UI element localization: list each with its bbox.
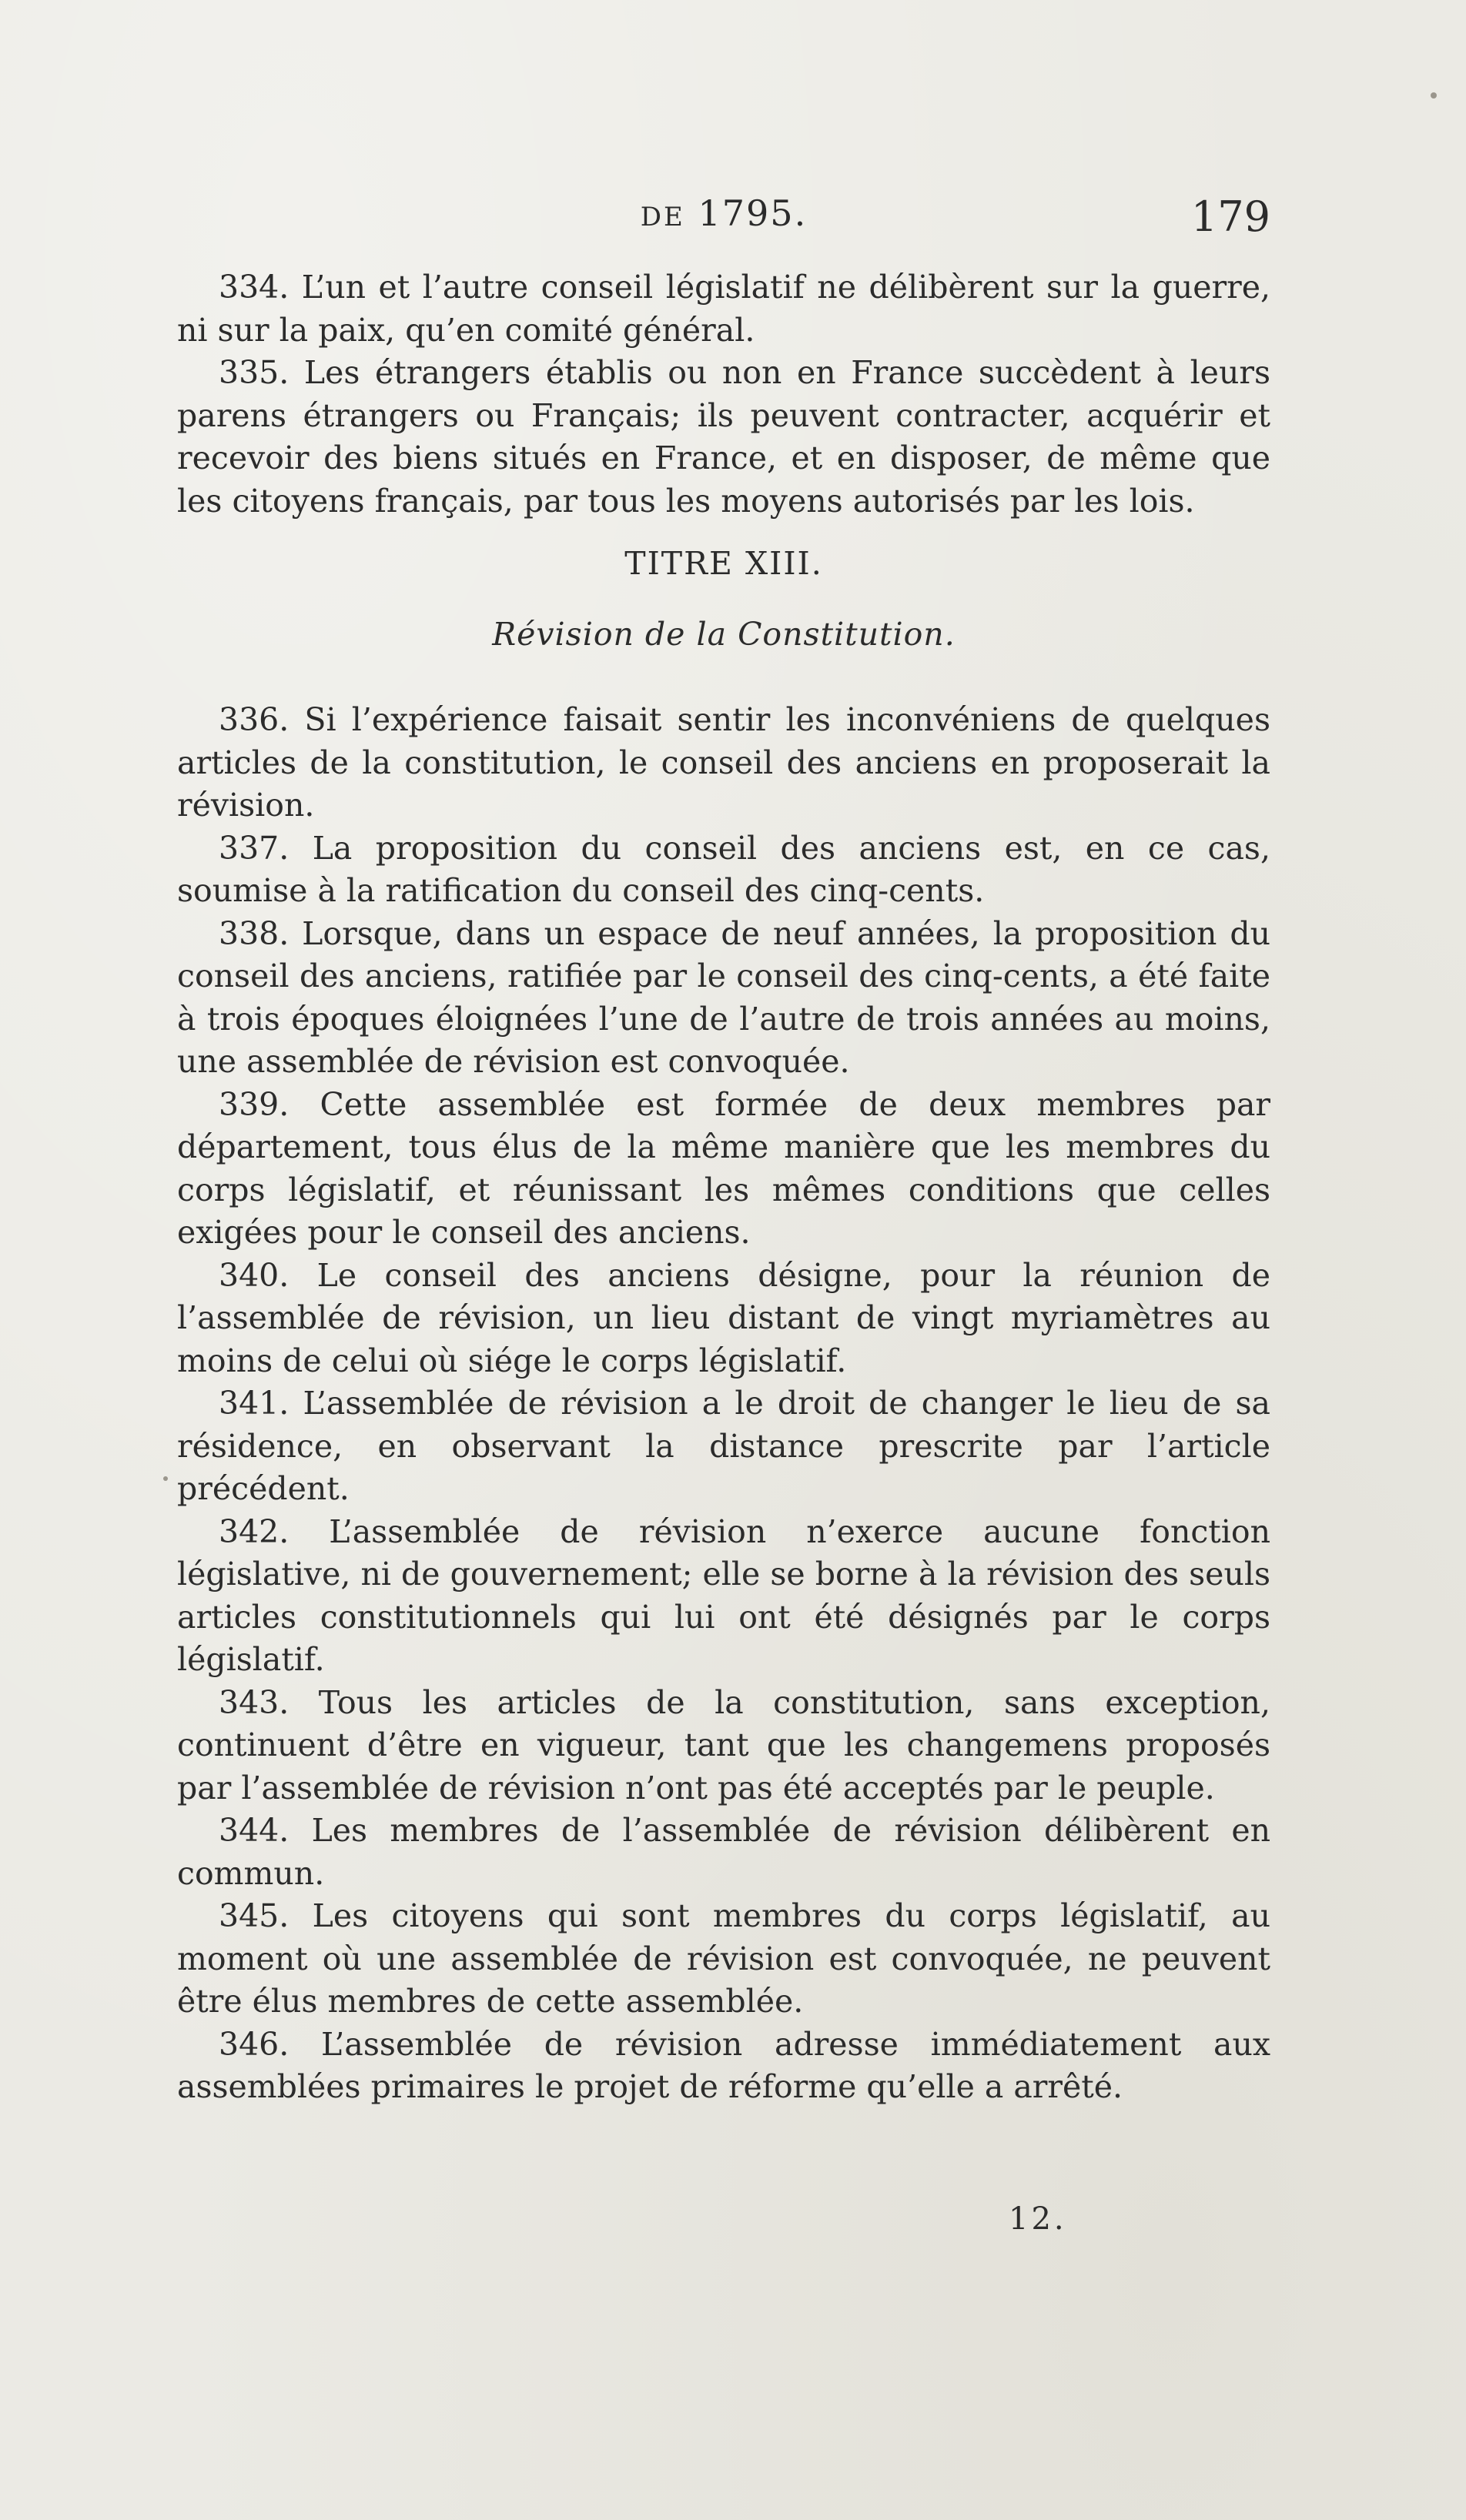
article-346: 346. L’assemblée de révision adresse immédiatement aux assemblées primaires le projet de réforme qu’elle a arrêté. (177, 2025, 1270, 2105)
article-344: 344. Les membres de l’assemblée de révision délibèrent en commun. (177, 1812, 1270, 1892)
article-338: 338. Lorsque, dans un espace de neuf années, la proposition du conseil des anciens, ratifiée par le conseil des cinq-cents, a été faite à trois époques éloignées l’une de l’autre de trois années au moins, une assemblée de révision est convoquée. (177, 914, 1270, 1080)
signature-mark: 12. (1009, 2201, 1067, 2237)
article-335: 335. Les étrangers établis ou non en France succèdent à leurs parens étrangers ou Français; ils peuvent contracter, acquérir et recevoir des biens situés en France, et en disposer, de même que les citoyens français, par tous les moyens autorisés par les lois. (177, 354, 1270, 520)
running-head (177, 192, 1270, 234)
text-block (177, 266, 1270, 2109)
article-336: 336. Si l’expérience faisait sentir les inconvéniens de quelques articles de la constitution, le conseil des anciens en proposerait la révision. (177, 701, 1270, 824)
paper-speck (163, 1476, 168, 1481)
article-345: 345. Les citoyens qui sont membres du corps législatif, au moment où une assemblée de révision est convoquée, ne peuvent être élus membres de cette assemblée. (177, 1897, 1270, 2020)
running-head-year: 1795. (698, 192, 808, 234)
page-number: 179 (1190, 192, 1270, 241)
article-339: 339. Cette assemblée est formée de deux membres par département, tous élus de la même manière que les membres du corps législatif, et réunissant les mêmes conditions que celles exigées pour le conseil des anciens. (177, 1085, 1270, 1251)
section-title: TITRE XIII. (624, 545, 823, 582)
article-343: 343. Tous les articles de la constitution, sans exception, continuent d’être en vigueur, tant que les changemens proposés par l’assemblée de révision n’ont pas été acceptés par le peuple. (177, 1683, 1270, 1806)
article-340: 340. Le conseil des anciens désigne, pour la réunion de l’assemblée de révision, un lieu distant de vingt myriamètres au moins de celui où siége le corps législatif. (177, 1256, 1270, 1379)
article-334: 334. L’un et l’autre conseil législatif ne délibèrent sur la guerre, ni sur la paix, qu’en comité général. (177, 269, 1270, 349)
article-337: 337. La proposition du conseil des anciens est, en ce cas, soumise à la ratification du conseil des cinq-cents. (177, 829, 1270, 909)
article-342: 342. L’assemblée de révision n’exerce aucune fonction législative, ni de gouvernement; elle se borne à la révision des seuls articles constitutionnels qui lui ont été désignés par le corps législatif. (177, 1512, 1270, 1678)
running-head-prefix: DE (640, 202, 685, 232)
paper-speck (1431, 92, 1437, 99)
page-header (177, 192, 1270, 254)
article-341: 341. L’assemblée de révision a le droit de changer le lieu de sa résidence, en observant la distance prescrite par l’article précédent. (177, 1385, 1270, 1507)
section-subtitle: Révision de la Constitution. (492, 615, 956, 653)
